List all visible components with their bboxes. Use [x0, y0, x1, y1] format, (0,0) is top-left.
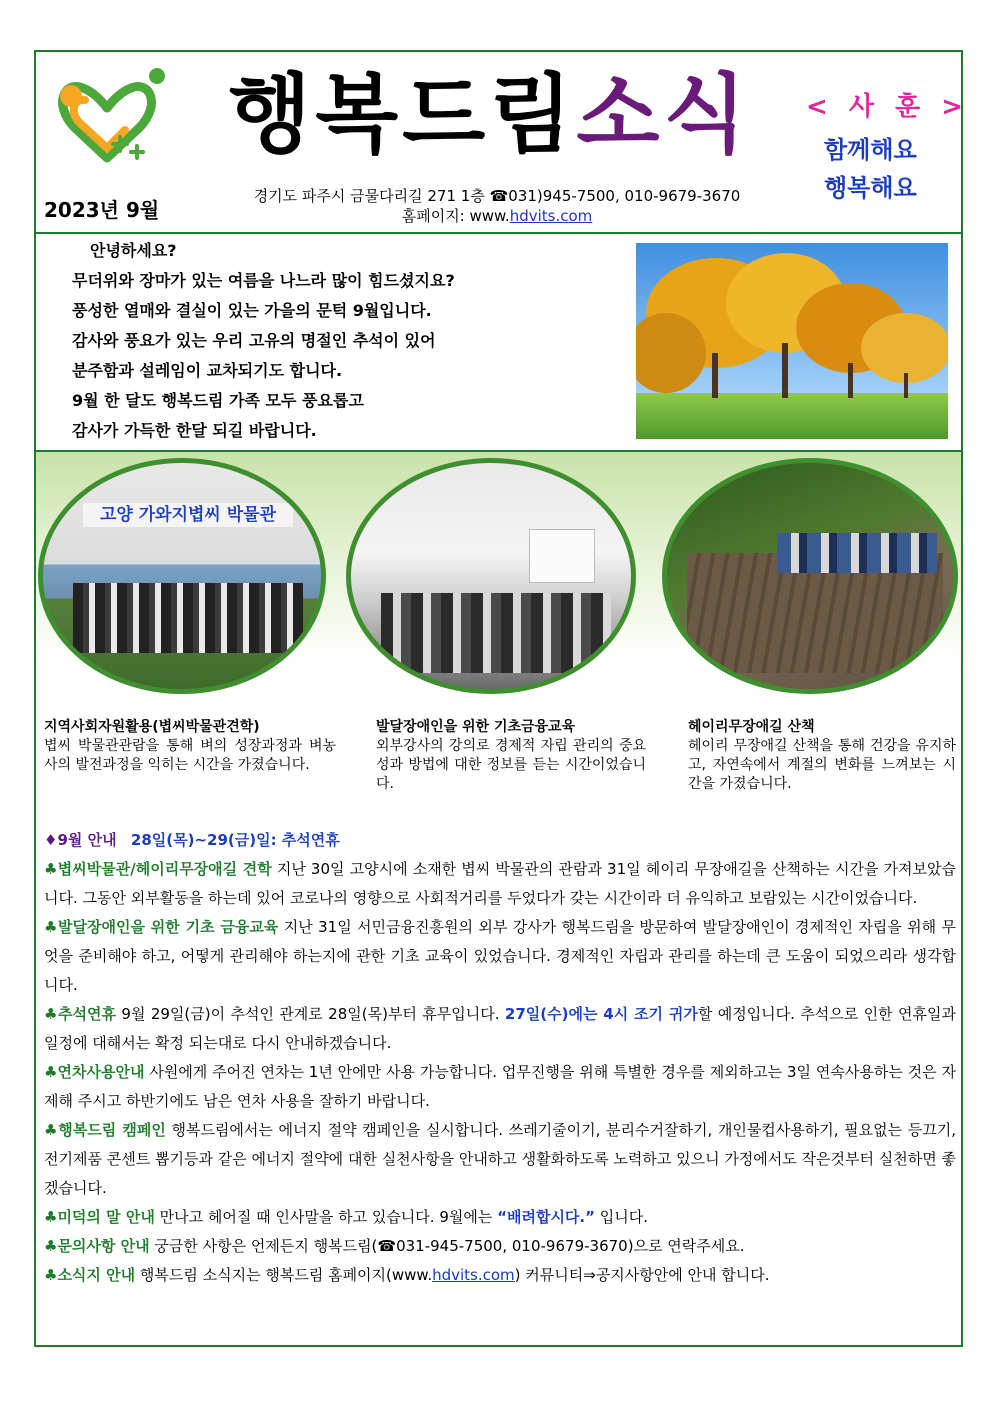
notice-virtue	[44, 1203, 956, 1232]
issue-date: 2023년 9월	[44, 198, 160, 222]
notice-body: 입니다.	[594, 1208, 648, 1226]
notice-heading: ♣추석연휴	[44, 1005, 117, 1023]
caption-finance	[376, 718, 646, 794]
notice-body: 사원에게 주어진 연차는 1년 안에만 사용 가능합니다. 업무진행을 위해 특별한 경우를 제외하고는 3일 연속사용하는 것은 자제해 주시고 하반기에도 남은 연차 사용을 잘하기 바랍니다.	[44, 1063, 956, 1110]
notice-heading: ♣문의사항 안내	[44, 1237, 150, 1255]
title-part-news: 소식	[576, 65, 751, 165]
museum-sign: 고양 가와지볍씨 박물관	[83, 503, 293, 527]
notice-newsletter	[44, 1261, 956, 1290]
notice-body: 9월 29일(금)이 추석인 관계로 28일(목)부터 휴무입니다.	[116, 1005, 505, 1023]
motto-line-1: 함께해요	[824, 136, 917, 164]
finance-class-photo	[346, 458, 636, 694]
caption-title: 발달장애인을 위한 기초금융교육	[376, 719, 576, 735]
notice-heading: ♣소식지 안내	[44, 1266, 136, 1284]
classroom-people-shape	[381, 593, 611, 673]
notice-heading: ♣행복드림 캠페인	[44, 1121, 166, 1139]
greeting-line: 감사와 풍요가 있는 우리 고유의 명절인 추석이 있어	[72, 331, 436, 350]
caption-body: 헤이리 무장애길 산책을 통해 건강을 유지하고, 자연속에서 계절의 변화를 느껴보는 시간을 가졌습니다.	[688, 738, 956, 792]
caption-body: 외부강사의 강의로 경제적 자립 관리의 중요성과 방법에 대한 정보를 듣는 시간이었습니다.	[376, 738, 646, 792]
notice-heading: ♣미덕의 말 안내	[44, 1208, 155, 1226]
projector-screen	[529, 529, 595, 583]
newsletter-title	[228, 60, 750, 170]
notice-body: ) 커뮤니티⇒공지사항안에 안내 합니다.	[514, 1266, 770, 1284]
notice-heading: ♣연차사용안내	[44, 1063, 145, 1081]
barrier-free-walk-photo	[662, 458, 958, 694]
notice-body: 만나고 헤어질 때 인사말을 하고 있습니다. 9월에는	[154, 1208, 498, 1226]
notice-body: 행복드림 소식지는 행복드림 홈페이지(www.	[135, 1266, 433, 1284]
notice-body: 지난 31일 서민금융진흥원의 외부 강사가 행복드림을 방문하여 발달장애인이 경제적인 자립을 위해 무엇을 준비해야 하고, 어떻게 관리해야 하는지에 관한 기초 교육이 있었습니다. 경제적인 자립과 관리를 하는데 큰 도움이 되었으리라 생각합니다.	[44, 918, 956, 994]
caption-walk	[688, 718, 956, 794]
autumn-tree-image	[636, 243, 948, 439]
greeting-line: 9월 한 달도 행복드림 가족 모두 풍요롭고	[72, 391, 364, 410]
address: 경기도 파주시 금물다리길 271 1층 ☎031)945-7500, 010-9679-3670	[253, 187, 741, 205]
caption-title: 헤이리무장애길 산책	[688, 719, 815, 735]
homepage-link[interactable]: hdvits.com	[509, 207, 593, 225]
caption-title: 지역사회자원활용(볍씨박물관견학)	[44, 719, 260, 735]
greeting-line: 풍성한 열매와 결실이 있는 가을의 문턱 9월입니다.	[72, 301, 432, 320]
guide-label: ♦9월 안내	[44, 831, 117, 849]
group-people-shape	[73, 583, 303, 653]
notice-finance	[44, 913, 956, 1000]
notice-body: 지난 30일 고양시에 소재한 볍씨 박물관의 관람과 31일 헤이리 무장애길을 산책하는 시간을 가져보았습니다. 그동안 외부활동을 하는데 있어 코로나의 영향으로 사회적거리를 두었다가 갖는 시간이라 더 유익하고 보람있는 시간이었습니다.	[44, 860, 957, 907]
greeting-line: 감사가 가득한 한달 되길 바랍니다.	[72, 421, 317, 440]
walk-people-shape	[777, 533, 937, 573]
greeting-line: 안녕하세요?	[90, 241, 177, 260]
notices-section	[44, 826, 956, 1290]
notice-holiday	[44, 1000, 956, 1058]
homepage	[222, 206, 772, 226]
homepage-link[interactable]: hdvits.com	[432, 1266, 515, 1284]
caption-body: 볍씨 박물관관람을 통해 벼의 성장과정과 벼농사의 발전과정을 익히는 시간을 가졌습니다.	[44, 738, 336, 773]
notice-leave	[44, 1058, 956, 1116]
greeting-line: 분주함과 설레임이 교차되기도 합니다.	[72, 361, 343, 380]
museum-visit-photo	[38, 458, 326, 694]
notice-museum	[44, 855, 956, 913]
notice-body: 궁금한 사항은 언제든지 행복드림(☎031-945-7500, 010-9679-3670)으로 연락주세요.	[149, 1237, 745, 1255]
title-part-main: 행복드림	[228, 65, 577, 165]
address-block	[222, 186, 772, 226]
motto-line-2: 행복해요	[824, 174, 917, 202]
notice-body: 행복드림에서는 에너지 절약 캠페인을 실시합니다. 쓰레기줄이기, 분리수거잘하기, 개인물컵사용하기, 필요없는 등끄기, 전기제품 콘센트 뽑기등과 같은 에너지 절약에 대한 실천사항을 안내하고 생활화하도록 노력하고 있으니 가정에서도 작은것부터 실천하면 좋겠습니다.	[44, 1121, 956, 1197]
notice-inquiry	[44, 1232, 956, 1261]
notice-campaign	[44, 1116, 956, 1203]
guide-text: 28일(목)~29(금)일: 추석연휴	[130, 831, 340, 849]
logo-icon	[55, 66, 175, 166]
homepage-label: 홈페이지: www.	[401, 207, 510, 225]
notice-body: 할 예정입니다. 추석으로 인한 연휴일과 일정에 대해서는 확정 되는대로 다시 안내하겠습니다.	[44, 1005, 956, 1052]
virtue-word: “배려합시다.”	[497, 1208, 595, 1226]
notice-heading: ♣발달장애인을 위한 기초 금융교육	[44, 918, 279, 936]
greeting-line: 무더위와 장마가 있는 여름을 나느라 많이 힘드셨지요?	[72, 271, 455, 290]
caption-museum	[44, 718, 336, 775]
motto-heading: < 사 훈 >	[806, 92, 969, 122]
notice-heading: ♣볍씨박물관/헤이리무장애길 견학	[44, 860, 272, 878]
early-leave-emphasis: 27일(수)에는 4시 조기 귀가	[504, 1005, 698, 1023]
notice-guide	[44, 826, 956, 855]
greeting-text	[72, 236, 455, 446]
header-divider	[34, 232, 963, 234]
